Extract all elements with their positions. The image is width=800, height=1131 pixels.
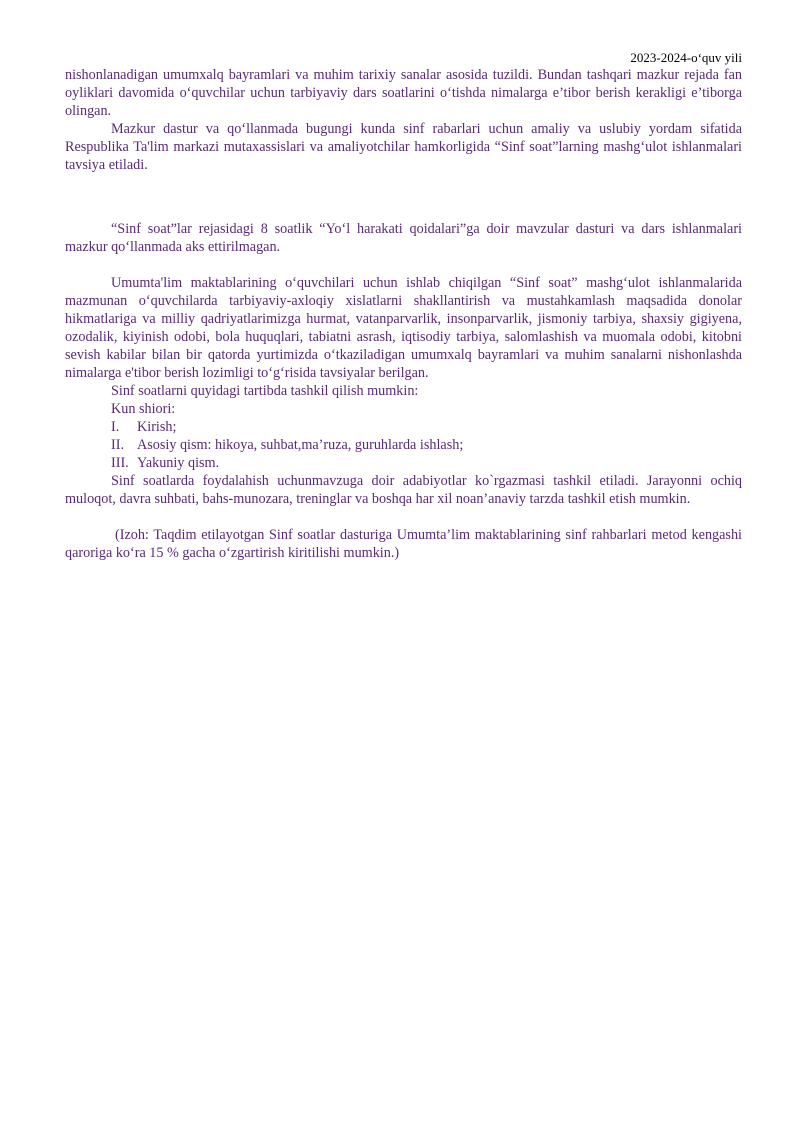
paragraph-lesson-development: Umumta'lim maktablarining o‘quvchilari uchun ishlab chiqilgan “Sinf soat” mashg‘ulot ishlanmalarida mazmunan o‘quvchilarda tarbiyaviy-axloqiy xislatlarni shakllantirish va mustahkamlash maqsadida donolar hikmatlariga va milliy qadriyatlarimizga hurmat, vatanparvarlik, insonparvarlik, jismoniy tarbiya, shaxsiy gigiyena, ozodalik, kiyinish odobi, bola huquqlari, tabiatni asrash, iqtisodiy tarbiya, salomlashish va muomala odobi, kitobni sevish kabilar bilan bir qatorda yurtimizda o‘tkaziladigan umumxalq bayramlari va muhim sanalarni nishonlashda nimalarga e'tibor berish lozimligi to‘g‘risida tavsiyalar berilgan. bbox=[65, 275, 742, 381]
paragraph-organization-intro: Sinf soatlarni quyidagi tartibda tashkil qilish mumkin: bbox=[111, 383, 419, 399]
lesson-structure-list bbox=[65, 418, 742, 472]
spacer bbox=[65, 256, 742, 274]
list-item bbox=[111, 454, 742, 472]
paragraph-day-motto: Kun shiori: bbox=[111, 401, 176, 417]
list-item bbox=[111, 436, 742, 454]
paragraph-traffic-rules: “Sinf soat”lar rejasidagi 8 soatlik “Yo‘l harakati qoidalari”ga doir mavzular dasturi va dars ishlanmalari mazkur qo‘llanmada aks ettirilmagan. bbox=[65, 221, 742, 255]
list-item-number: II. bbox=[111, 437, 124, 453]
spacer bbox=[65, 174, 742, 220]
paragraph-note: (Izoh: Taqdim etilayotgan Sinf soatlar dasturiga Umumta’lim maktablarining sinf rahbarlari metod kengashi qaroriga ko‘ra 15 % gacha o‘zgartirish kiritilishi mumkin.) bbox=[65, 527, 742, 561]
document-body bbox=[65, 66, 742, 562]
paragraph-continuation: nishonlanadigan umumxalq bayramlari va muhim tarixiy sanalar asosida tuzildi. Bundan tashqari mazkur rejada fan oyliklari davomida o‘quvchilar uchun tarbiyaviy dars soatlarini o‘tishda nimalarga e’tibor berish kerakligi e’tiborga olingan. bbox=[65, 67, 742, 119]
list-item-number: I. bbox=[111, 419, 120, 435]
list-item-text: Yakuniy qism. bbox=[137, 455, 220, 471]
list-item-text: Kirish; bbox=[137, 419, 177, 435]
paragraph-manual-recommendation: Mazkur dastur va qo‘llanmada bugungi kunda sinf rabarlari uchun amaliy va uslubiy yordam sifatida Respublika Ta'lim markazi mutaxassislari va amaliyotchilar hamkorligida “Sinf soat”larning mashg‘ulot ishlanmalari tavsiya etiladi. bbox=[65, 121, 742, 173]
academic-year-header: 2023-2024-o‘quv yili bbox=[630, 50, 742, 65]
paragraph-literature-exhibition: Sinf soatlarda foydalahish uchunmavzuga doir adabiyotlar ko`rgazmasi tashkil etiladi. Jarayonni ochiq muloqot, davra suhbati, bahs-munozara, treninglar va boshqa har xil noan’anaviy tarzda tashkil etish mumkin. bbox=[65, 473, 742, 507]
spacer bbox=[65, 508, 742, 526]
list-item-text: Asosiy qism: hikoya, suhbat,ma’ruza, guruhlarda ishlash; bbox=[137, 437, 464, 453]
list-item bbox=[111, 418, 742, 436]
list-item-number: III. bbox=[111, 455, 129, 471]
